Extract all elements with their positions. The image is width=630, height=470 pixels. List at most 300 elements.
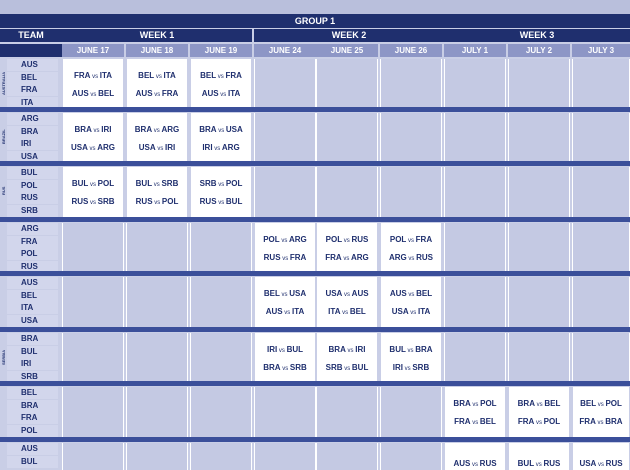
match-cell bbox=[380, 443, 442, 470]
match-cell bbox=[380, 333, 442, 383]
vs-word: vs bbox=[405, 348, 416, 354]
team-a: FRA bbox=[73, 71, 91, 80]
team-b: IRI bbox=[355, 345, 366, 354]
match-line bbox=[127, 89, 187, 98]
team-label: BEL bbox=[7, 290, 58, 302]
match-cell bbox=[444, 387, 506, 437]
team-b: SRB bbox=[161, 179, 179, 188]
match-cell bbox=[62, 167, 124, 217]
week-header: WEEK 3 bbox=[444, 29, 630, 42]
team-a: SRB bbox=[199, 179, 217, 188]
match-cell bbox=[254, 333, 316, 383]
match-cell bbox=[62, 113, 124, 163]
group-side-label: AUSTRALIA bbox=[1, 71, 6, 95]
day-header: JULY 2 bbox=[508, 44, 570, 57]
team-label: ARG bbox=[7, 113, 58, 125]
match-cell bbox=[62, 277, 124, 327]
match-cell bbox=[126, 443, 188, 470]
team-b: BEL bbox=[544, 399, 561, 408]
team-a: FRA bbox=[579, 417, 596, 426]
match-line bbox=[317, 235, 377, 244]
match-cell bbox=[254, 443, 316, 470]
team-b: POL bbox=[225, 179, 243, 188]
match-line bbox=[127, 71, 187, 80]
team-b: ARG bbox=[289, 235, 307, 244]
match-cell bbox=[190, 113, 252, 163]
team-b: SRB bbox=[97, 197, 115, 206]
match-cell bbox=[62, 59, 124, 109]
vs-word: vs bbox=[534, 462, 544, 468]
vs-word: vs bbox=[403, 366, 413, 372]
vs-word: vs bbox=[342, 238, 352, 244]
group-separator bbox=[0, 381, 630, 386]
vs-word: vs bbox=[90, 74, 100, 80]
team-a: RUS bbox=[71, 197, 89, 206]
match-cell bbox=[126, 167, 188, 217]
group-side-label: RUS bbox=[1, 186, 6, 196]
day-header: JULY 1 bbox=[444, 44, 506, 57]
match-cell bbox=[508, 277, 570, 327]
team-b: ITA bbox=[227, 89, 241, 98]
team-b: BRA bbox=[415, 345, 433, 354]
team-b: IRI bbox=[101, 125, 112, 134]
team-a: AUS bbox=[389, 289, 407, 298]
match-cell bbox=[444, 223, 506, 273]
team-a: POL bbox=[389, 235, 407, 244]
team-b: POL bbox=[480, 399, 497, 408]
match-cell bbox=[572, 443, 630, 470]
match-line bbox=[255, 253, 315, 262]
match-line bbox=[317, 253, 377, 262]
vs-word: vs bbox=[534, 420, 544, 426]
match-cell bbox=[316, 387, 378, 437]
team-label: BUL bbox=[7, 456, 58, 468]
match-cell bbox=[190, 59, 252, 109]
team-a: BEL bbox=[263, 289, 280, 298]
match-cell bbox=[126, 59, 188, 109]
vs-word: vs bbox=[152, 200, 162, 206]
match-cell bbox=[508, 167, 570, 217]
match-cell bbox=[572, 167, 630, 217]
team-label: BRA bbox=[7, 126, 58, 138]
vs-word: vs bbox=[406, 238, 416, 244]
match-line bbox=[255, 345, 315, 354]
team-b: ARG bbox=[161, 125, 180, 134]
team-a: BUL bbox=[389, 345, 406, 354]
match-line bbox=[573, 417, 629, 426]
team-b: RUS bbox=[479, 459, 497, 468]
vs-word: vs bbox=[152, 182, 162, 188]
group-separator bbox=[0, 161, 630, 166]
team-a: BRA bbox=[199, 125, 217, 134]
vs-word: vs bbox=[341, 256, 351, 262]
team-b: ARG bbox=[97, 143, 115, 152]
match-cell bbox=[316, 167, 378, 217]
match-cell bbox=[316, 333, 378, 383]
team-b: BEL bbox=[98, 89, 115, 98]
team-a: AUS bbox=[201, 89, 219, 98]
team-label: AUS bbox=[7, 277, 58, 289]
match-line bbox=[255, 289, 315, 298]
team-b: RUS bbox=[605, 459, 623, 468]
match-cell bbox=[316, 113, 378, 163]
match-cell bbox=[380, 277, 442, 327]
match-line bbox=[381, 363, 441, 372]
team-label: RUS bbox=[7, 192, 58, 204]
match-cell bbox=[508, 59, 570, 109]
match-cell bbox=[126, 333, 188, 383]
match-cell bbox=[572, 59, 630, 109]
vs-word: vs bbox=[218, 92, 228, 98]
team-label: SRB bbox=[7, 371, 58, 383]
match-line bbox=[445, 417, 505, 426]
team-b: BUL bbox=[286, 345, 304, 354]
team-b: POL bbox=[97, 179, 115, 188]
match-line bbox=[191, 179, 251, 188]
match-line bbox=[255, 307, 315, 316]
match-line bbox=[509, 417, 569, 426]
team-a: AUS bbox=[135, 89, 153, 98]
vs-word: vs bbox=[87, 146, 98, 152]
team-a: BRA bbox=[263, 363, 281, 372]
team-header-spacer bbox=[0, 44, 62, 57]
day-header: JUNE 19 bbox=[190, 44, 252, 57]
group-separator bbox=[0, 437, 630, 442]
vs-word: vs bbox=[408, 310, 418, 316]
vs-word: vs bbox=[345, 348, 356, 354]
match-cell bbox=[126, 113, 188, 163]
match-line bbox=[573, 399, 629, 408]
match-line bbox=[127, 143, 187, 152]
match-cell bbox=[380, 387, 442, 437]
match-cell bbox=[126, 277, 188, 327]
team-label: IRI bbox=[7, 358, 58, 370]
match-line bbox=[191, 89, 251, 98]
team-a: FRA bbox=[517, 417, 535, 426]
day-header: JUNE 18 bbox=[126, 44, 188, 57]
match-cell bbox=[254, 59, 316, 109]
team-a: RUS bbox=[263, 253, 281, 262]
match-line bbox=[573, 459, 629, 468]
vs-word: vs bbox=[406, 256, 417, 262]
vs-word: vs bbox=[470, 402, 481, 408]
vs-word: vs bbox=[342, 366, 352, 372]
match-line bbox=[255, 235, 315, 244]
team-b: FRA bbox=[415, 235, 433, 244]
match-cell bbox=[572, 387, 630, 437]
match-cell bbox=[508, 333, 570, 383]
match-cell bbox=[254, 167, 316, 217]
team-label: POL bbox=[7, 248, 58, 260]
team-b: RUS bbox=[416, 253, 433, 262]
team-label: ITA bbox=[7, 302, 58, 314]
vs-word: vs bbox=[470, 462, 480, 468]
match-line bbox=[191, 71, 251, 80]
vs-word: vs bbox=[277, 348, 287, 354]
team-a: RUS bbox=[199, 197, 217, 206]
vs-word: vs bbox=[342, 292, 352, 298]
team-a: IRI bbox=[266, 345, 278, 354]
team-label: FRA bbox=[7, 84, 58, 96]
match-cell bbox=[62, 223, 124, 273]
match-line bbox=[381, 235, 441, 244]
team-label: AUS bbox=[7, 443, 58, 455]
team-b: USA bbox=[289, 289, 307, 298]
match-line bbox=[63, 197, 123, 206]
group-separator bbox=[0, 217, 630, 222]
match-line bbox=[127, 179, 187, 188]
team-a: BRA bbox=[74, 125, 92, 134]
match-line bbox=[317, 307, 377, 316]
vs-word: vs bbox=[282, 310, 292, 316]
day-header: JUNE 24 bbox=[254, 44, 316, 57]
day-header: JUNE 25 bbox=[316, 44, 378, 57]
vs-word: vs bbox=[595, 420, 606, 426]
vs-word: vs bbox=[152, 92, 162, 98]
match-line bbox=[191, 125, 251, 134]
team-b: POL bbox=[543, 417, 561, 426]
group-side-label: BRAZIL bbox=[1, 129, 6, 145]
team-label: BUL bbox=[7, 346, 58, 358]
match-cell bbox=[62, 333, 124, 383]
match-line bbox=[381, 253, 441, 262]
match-line bbox=[63, 125, 123, 134]
vs-word: vs bbox=[212, 146, 222, 152]
match-line bbox=[317, 363, 377, 372]
team-b: ITA bbox=[163, 71, 176, 80]
team-label: SRB bbox=[7, 205, 58, 217]
match-line bbox=[191, 143, 251, 152]
team-a: AUS bbox=[265, 307, 283, 316]
team-a: IRI bbox=[392, 363, 403, 372]
match-cell bbox=[62, 443, 124, 470]
team-a: BUL bbox=[71, 179, 89, 188]
vs-word: vs bbox=[470, 420, 480, 426]
vs-word: vs bbox=[280, 366, 290, 372]
vs-word: vs bbox=[88, 92, 99, 98]
vs-word: vs bbox=[88, 182, 98, 188]
team-b: RUS bbox=[351, 235, 369, 244]
team-a: BRA bbox=[134, 125, 153, 134]
vs-word: vs bbox=[216, 74, 226, 80]
vs-word: vs bbox=[216, 200, 226, 206]
team-a: BEL bbox=[138, 71, 155, 80]
group-side-label: SERBIA bbox=[1, 349, 6, 365]
team-b: SRB bbox=[412, 363, 430, 372]
vs-word: vs bbox=[152, 128, 162, 134]
day-header: JULY 3 bbox=[572, 44, 630, 57]
team-b: BEL bbox=[479, 417, 496, 426]
team-label: USA bbox=[7, 151, 58, 163]
vs-word: vs bbox=[596, 402, 606, 408]
match-line bbox=[127, 125, 187, 134]
match-line bbox=[381, 307, 441, 316]
vs-word: vs bbox=[596, 462, 606, 468]
match-line bbox=[509, 399, 569, 408]
match-line bbox=[63, 143, 123, 152]
team-b: USA bbox=[225, 125, 243, 134]
team-b: FRA bbox=[161, 89, 179, 98]
team-header: TEAM bbox=[0, 29, 62, 42]
team-label: FRA bbox=[7, 412, 58, 424]
team-a: USA bbox=[138, 143, 156, 152]
match-cell bbox=[508, 223, 570, 273]
team-a: USA bbox=[391, 307, 409, 316]
team-a: BUL bbox=[517, 459, 535, 468]
match-cell bbox=[508, 443, 570, 470]
team-a: SRB bbox=[325, 363, 343, 372]
team-a: AUS bbox=[453, 459, 471, 468]
team-a: FRA bbox=[454, 417, 471, 426]
team-a: POL bbox=[325, 235, 343, 244]
team-a: USA bbox=[579, 459, 597, 468]
team-b: BUL bbox=[351, 363, 369, 372]
match-cell bbox=[380, 223, 442, 273]
match-cell bbox=[190, 167, 252, 217]
match-line bbox=[445, 459, 505, 468]
team-label: BUL bbox=[7, 167, 58, 179]
team-label: POL bbox=[7, 180, 58, 192]
match-cell bbox=[62, 387, 124, 437]
vs-word: vs bbox=[91, 128, 102, 134]
match-cell bbox=[126, 387, 188, 437]
match-cell bbox=[444, 167, 506, 217]
team-b: POL bbox=[605, 399, 622, 408]
match-line bbox=[255, 363, 315, 372]
match-cell bbox=[254, 113, 316, 163]
vs-word: vs bbox=[154, 74, 164, 80]
match-cell bbox=[190, 333, 252, 383]
match-cell bbox=[380, 167, 442, 217]
vs-word: vs bbox=[279, 238, 289, 244]
vs-word: vs bbox=[280, 256, 290, 262]
match-cell bbox=[380, 113, 442, 163]
team-b: FRA bbox=[225, 71, 242, 80]
match-cell bbox=[254, 223, 316, 273]
team-a: ARG bbox=[388, 253, 407, 262]
match-cell bbox=[190, 223, 252, 273]
team-b: ARG bbox=[351, 253, 369, 262]
team-a: BUL bbox=[135, 179, 153, 188]
match-cell bbox=[444, 277, 506, 327]
team-a: BRA bbox=[328, 345, 346, 354]
match-cell bbox=[444, 113, 506, 163]
match-cell bbox=[190, 443, 252, 470]
team-a: ITA bbox=[328, 307, 341, 316]
team-a: AUS bbox=[71, 89, 89, 98]
vs-word: vs bbox=[279, 292, 290, 298]
team-label: RUS bbox=[7, 261, 58, 273]
match-line bbox=[509, 459, 569, 468]
vs-word: vs bbox=[340, 310, 350, 316]
team-b: AUS bbox=[351, 289, 369, 298]
team-b: SRB bbox=[289, 363, 307, 372]
team-label: IRI bbox=[7, 138, 58, 150]
team-b: ITA bbox=[99, 71, 113, 80]
team-label: POL bbox=[7, 425, 58, 437]
match-cell bbox=[444, 59, 506, 109]
vs-word: vs bbox=[216, 128, 226, 134]
week-header: WEEK 1 bbox=[62, 29, 252, 42]
team-label: ITA bbox=[7, 97, 58, 109]
match-cell bbox=[508, 113, 570, 163]
day-header: JUNE 17 bbox=[62, 44, 124, 57]
team-a: BRA bbox=[517, 399, 535, 408]
team-a: BRA bbox=[453, 399, 471, 408]
team-a: POL bbox=[263, 235, 280, 244]
vs-word: vs bbox=[155, 146, 165, 152]
team-label: BRA bbox=[7, 333, 58, 345]
match-cell bbox=[508, 387, 570, 437]
match-line bbox=[317, 345, 377, 354]
match-line bbox=[127, 197, 187, 206]
match-cell bbox=[444, 333, 506, 383]
team-a: USA bbox=[70, 143, 88, 152]
vs-word: vs bbox=[88, 200, 98, 206]
top-strip bbox=[0, 0, 630, 14]
vs-word: vs bbox=[216, 182, 226, 188]
match-line bbox=[317, 289, 377, 298]
team-a: RUS bbox=[135, 197, 153, 206]
match-line bbox=[63, 179, 123, 188]
group-separator bbox=[0, 327, 630, 332]
team-b: BEL bbox=[349, 307, 366, 316]
match-line bbox=[63, 89, 123, 98]
team-a: FRA bbox=[325, 253, 342, 262]
team-label: USA bbox=[7, 315, 58, 327]
team-label: ARG bbox=[7, 223, 58, 235]
match-cell bbox=[316, 443, 378, 470]
vs-word: vs bbox=[406, 292, 417, 298]
team-b: IRI bbox=[165, 143, 176, 152]
team-b: BRA bbox=[605, 417, 623, 426]
team-b: ITA bbox=[291, 307, 305, 316]
match-cell bbox=[572, 223, 630, 273]
team-b: BUL bbox=[225, 197, 243, 206]
week-header: WEEK 2 bbox=[254, 29, 444, 42]
match-cell bbox=[254, 387, 316, 437]
vs-word: vs bbox=[535, 402, 545, 408]
group-separator bbox=[0, 271, 630, 276]
team-label: BRA bbox=[7, 400, 58, 412]
group-title: GROUP 1 bbox=[0, 14, 630, 28]
team-a: IRI bbox=[202, 143, 213, 152]
match-cell bbox=[572, 113, 630, 163]
match-line bbox=[445, 399, 505, 408]
team-label: AUS bbox=[7, 59, 58, 71]
match-cell bbox=[316, 59, 378, 109]
match-cell bbox=[572, 277, 630, 327]
team-b: ITA bbox=[417, 307, 431, 316]
team-label: BEL bbox=[7, 72, 58, 84]
match-cell bbox=[254, 277, 316, 327]
match-cell bbox=[190, 277, 252, 327]
team-a: USA bbox=[325, 289, 343, 298]
team-b: POL bbox=[161, 197, 179, 206]
match-cell bbox=[316, 223, 378, 273]
team-a: BEL bbox=[200, 71, 217, 80]
team-b: ARG bbox=[221, 143, 240, 152]
team-b: RUS bbox=[543, 459, 561, 468]
match-line bbox=[191, 197, 251, 206]
team-label: BEL bbox=[7, 387, 58, 399]
match-cell bbox=[190, 387, 252, 437]
match-cell bbox=[126, 223, 188, 273]
match-line bbox=[63, 71, 123, 80]
team-b: FRA bbox=[289, 253, 307, 262]
team-a: BEL bbox=[580, 399, 597, 408]
match-cell bbox=[380, 59, 442, 109]
